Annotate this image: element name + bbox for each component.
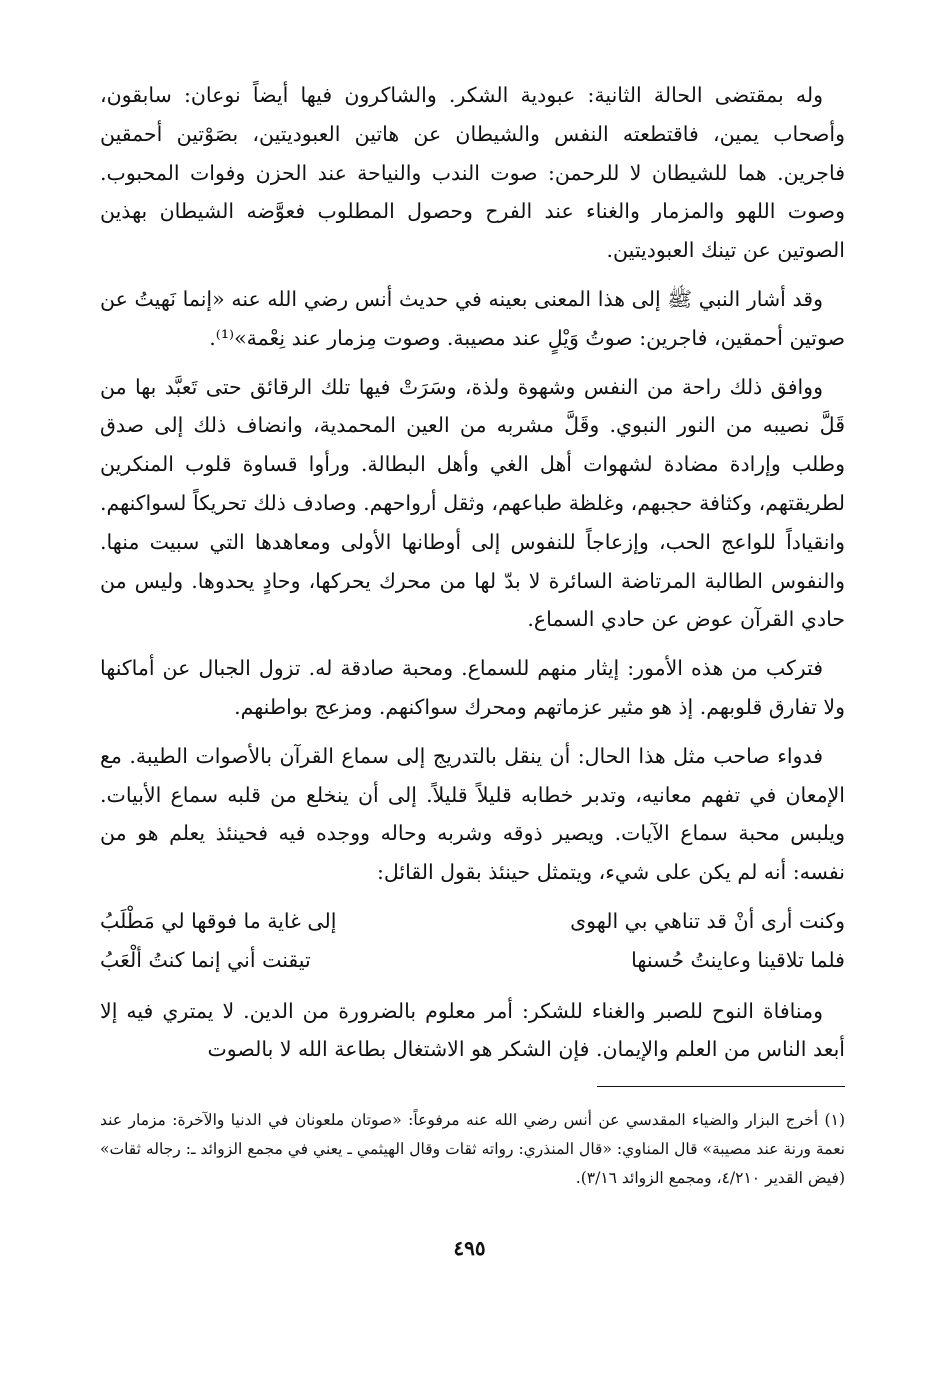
poem-verse	[100, 902, 845, 941]
footnote: (١) أخرج البزار والضياء المقدسي عن أنس رضي الله عنه مرفوعاً: «صوتان ملعونان في الدنيا والآخرة: مزمار عند نعمة ورنة عند مصيبة» قال المناوي: «قال المنذري: رواته ثقات وقال الهيثمي ـ يعني في مجمع الزوائد ـ: رجاله ثقات» (فيض القدير ٤/٢١٠، ومجمع الزوائد ٣/١٦).	[100, 1111, 845, 1187]
page-number: ٤٩٥	[453, 1236, 486, 1260]
poem-verse	[100, 941, 845, 980]
verse-second-hemistich: إلى غاية ما فوقها لي مَطْلَبُ	[100, 908, 337, 933]
footnote-divider	[597, 1086, 845, 1087]
paragraph-3: ووافق ذلك راحة من النفس وشهوة ولذة، وسَرَتْ فيها تلك الرقائق حتى تَعبَّد بها من قَلَّ نصيبه من النور النبوي. وقَلَّ مشربه من العين المحمدية، وانضاف ذلك إلى صدق وطلب وإرادة مضادة لشهوات أهل الغي وأهل البطالة. ورأوا قساوة قلوب المنكرين لطريقتهم، وكثافة حجبهم، وغلظة طباعهم، وثقل أرواحهم. وصادف ذلك تحريكاً لسواكنهم. وانقياداً للواعج الحب، وإزعاجاً للنفوس إلى أوطانها الأولى ومعاهدها التي سبيت منها. والنفوس الطالبة المرتاضة السائرة لا بدّ لها من محرك يحركها، وحادٍ يحدوها. وليس من حادي القرآن عوض عن حادي السماع.	[100, 374, 845, 632]
closing-paragraph: ومنافاة النوح للصبر والغناء للشكر: أمر معلوم بالضرورة من الدين. لا يمتري فيه إلا أبعد الناس من العلم والإيمان. فإن الشكر هو الاشتغال بطاعة الله لا بالصوت	[100, 998, 845, 1062]
paragraph-2: وقد أشار النبي ﷺ إلى هذا المعنى بعينه في حديث أنس رضي الله عنه «إنما نَهيتُ عن صوتين أحمقين، فاجرين: صوتُ وَيْلٍ عند مصيبة. وصوت مِزمار عند نِعْمة»⁽¹⁾.	[100, 286, 845, 350]
main-text	[100, 76, 845, 1079]
verse-second-hemistich: تيقنت أني إنما كنتُ ألْعَبُ	[100, 947, 311, 972]
verse-first-hemistich: وكنت أرى أنْ قد تناهي بي الهوى	[570, 908, 845, 933]
verse-first-hemistich: فلما تلاقينا وعاينتُ حُسنها	[631, 947, 845, 972]
paragraph-5: فدواء صاحب مثل هذا الحال: أن ينقل بالتدريج إلى سماع القرآن بالأصوات الطيبة. مع الإمعان في تفهم معانيه، وتدبر خطابه قليلاً قليلاً. إلى أن ينخلع من قلبه سماع الأبيات. ويلبس محبة سماع الآيات. ويصير ذوقه وشربه وحاله ووجده فيه فحينئذ يعلم هو من نفسه: أنه لم يكن على شيء، ويتمثل حينئذ بقول القائل:	[100, 743, 845, 885]
paragraph-1: وله بمقتضى الحالة الثانية: عبودية الشكر. والشاكرون فيها أيضاً نوعان: سابقون، وأصحاب يمين، فاقتطعته النفس والشيطان عن هاتين العبوديتين، بصَوْتين أحمقين فاجرين. هما للشيطان لا للرحمن: صوت الندب والنياحة عند الحزن وفوات المحبوب. وصوت اللهو والمزمار والغناء عند الفرح وحصول المطلوب فعوَّضه الشيطان بهذين الصوتين عن تينك العبوديتين.	[100, 83, 845, 263]
poem	[100, 902, 845, 980]
paragraph-4: فتركب من هذه الأمور: إيثار منهم للسماع. ومحبة صادقة له. تزول الجبال عن أماكنها ولا تفارق قلوبهم. إذ هو مثير عزماتهم ومحرك سواكنهم. ومزعج بواطنهم.	[100, 656, 845, 719]
